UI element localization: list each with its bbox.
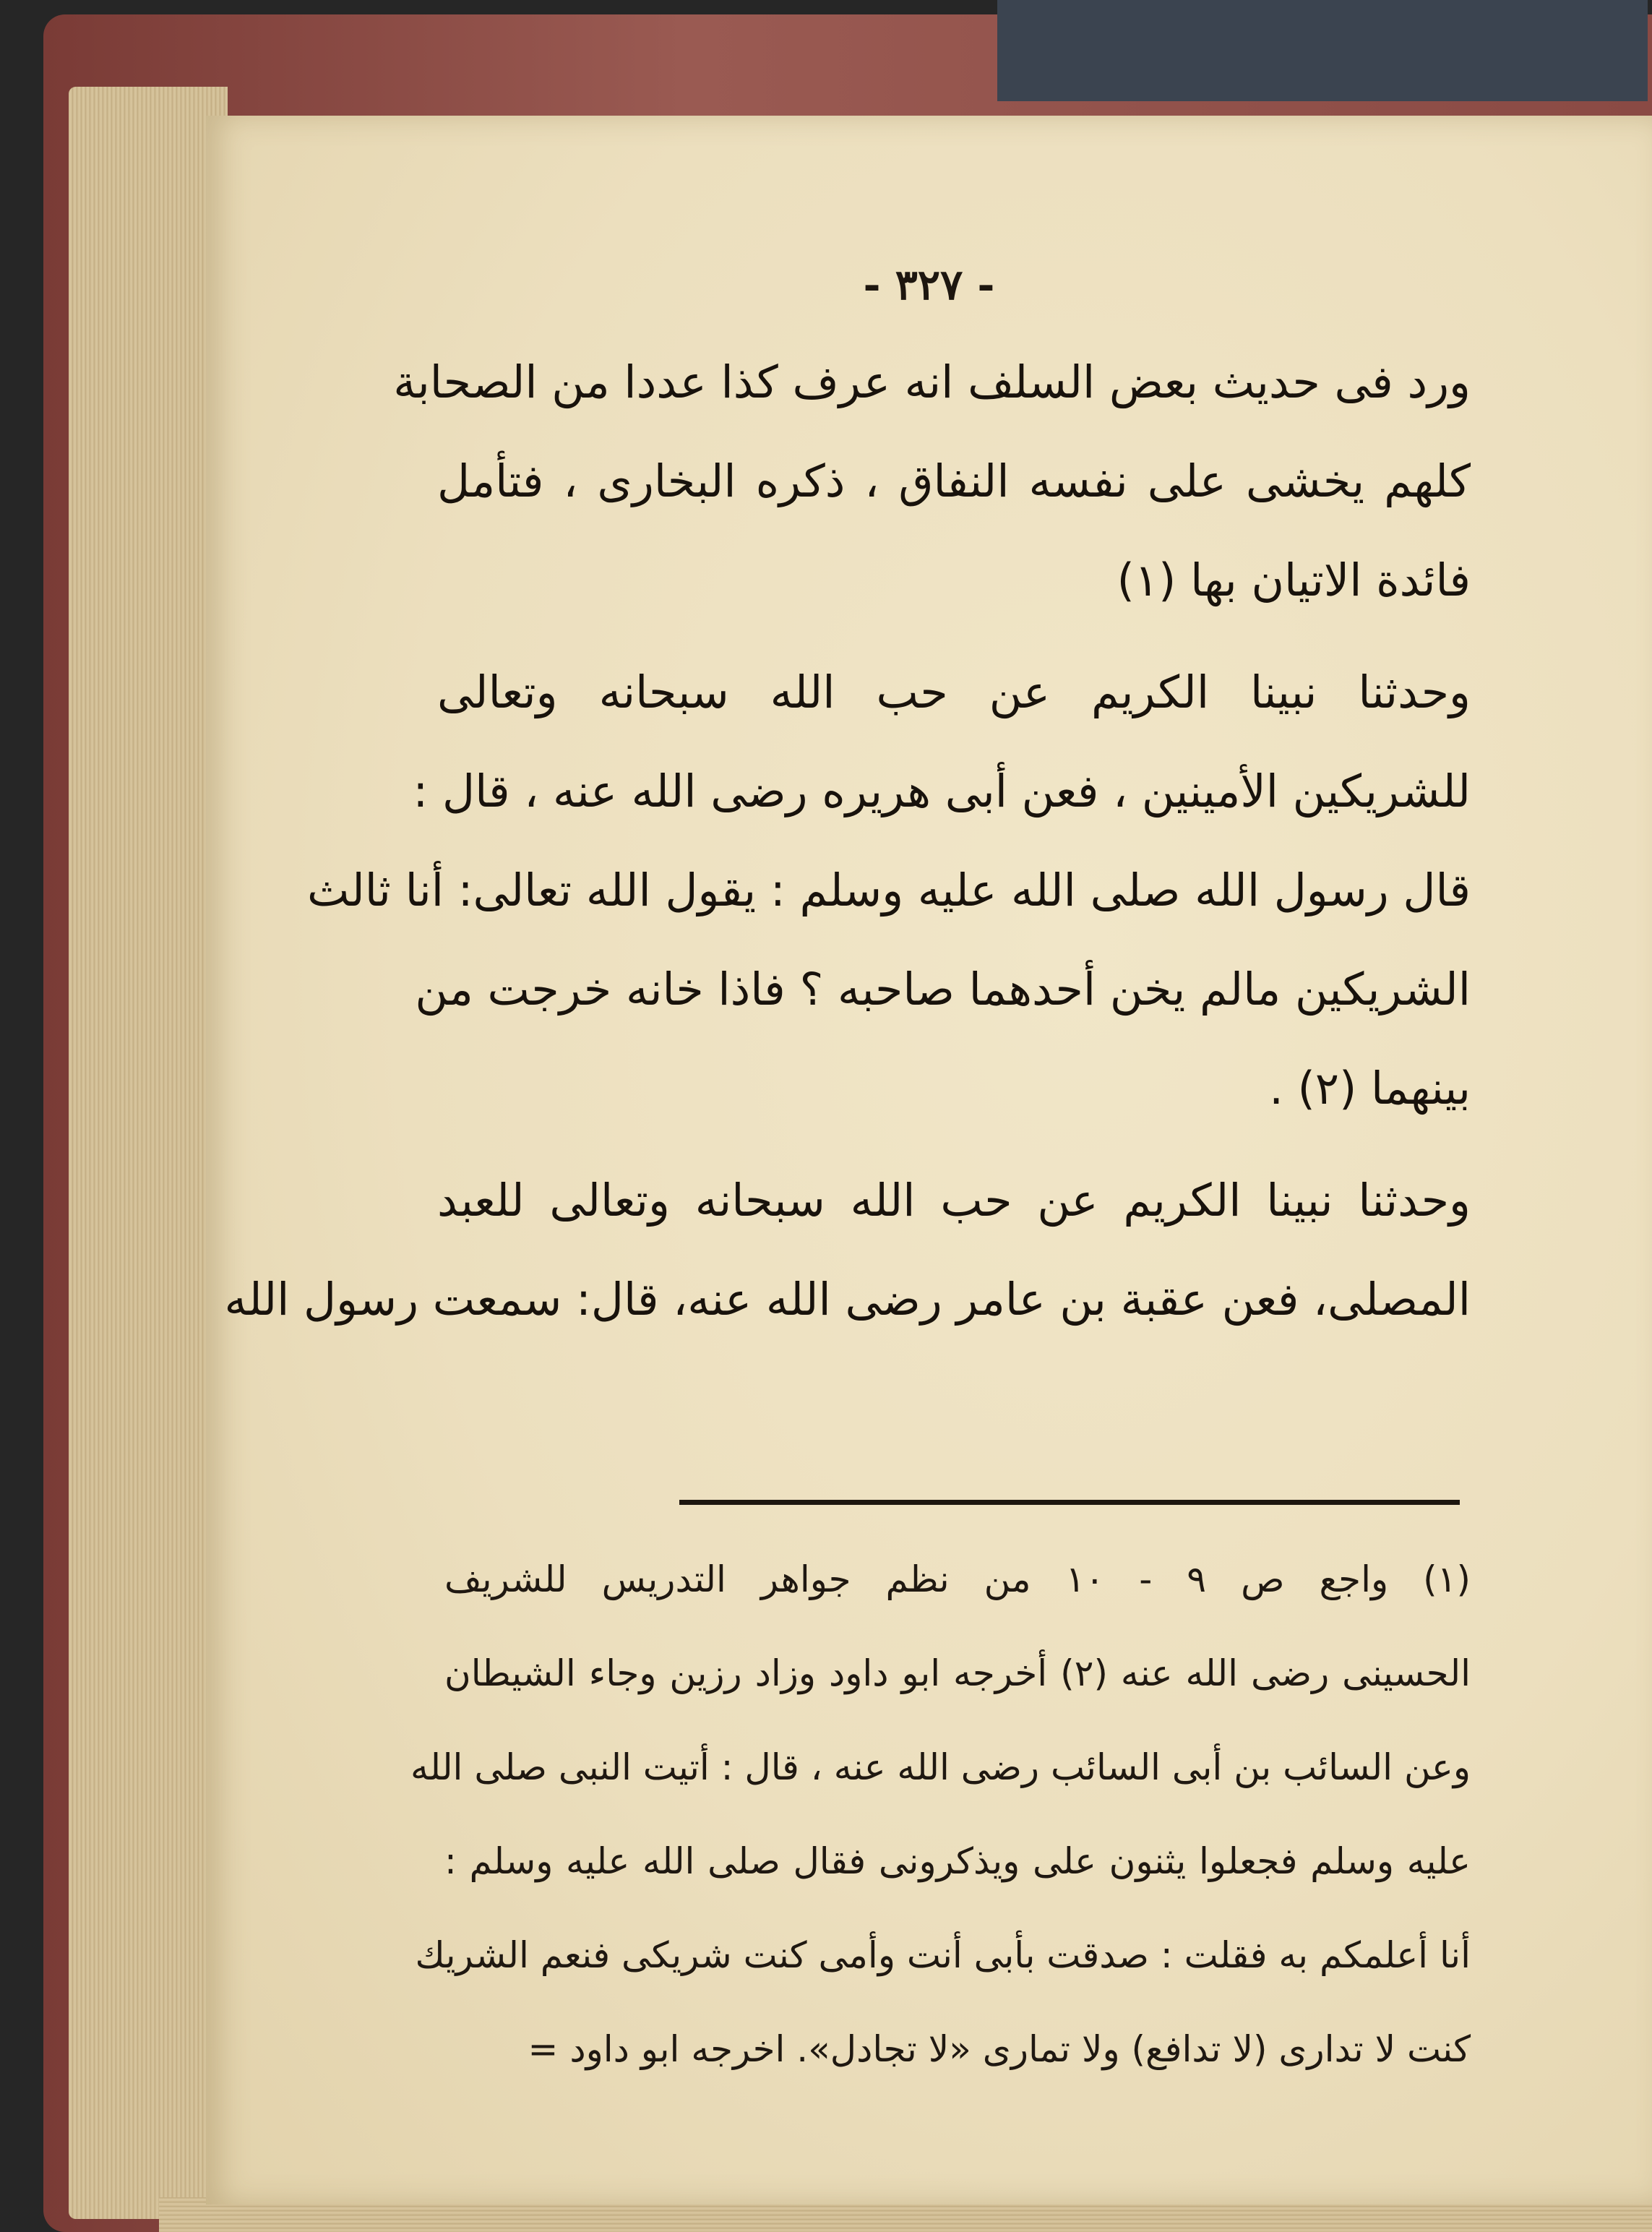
- footnotes: [410, 1532, 1471, 2096]
- text-line: كلهم يخشى على نفسه النفاق ، ذكره البخارى ، فتأمل: [437, 455, 1471, 507]
- text-line: وحدثنا نبينا الكريم عن حب الله سبحانه وتعالى للعبد: [437, 1174, 1471, 1227]
- paragraph-3: [224, 1151, 1471, 1349]
- text-line: فائدة الاتيان بها (١): [1117, 554, 1471, 606]
- footnote-separator: [679, 1500, 1460, 1505]
- page-edges-left: [69, 87, 228, 2219]
- footnote-line: أنا أعلمكم به فقلت : صدقت بأبى أنت وأمى كنت شريكى فنعم الشريك: [415, 1934, 1471, 1976]
- text-line: للشريكين الأمينين ، فعن أبى هريره رضى الله عنه ، قال :: [413, 765, 1471, 817]
- book-cover-dark-corner: [997, 0, 1648, 101]
- footnote-line: عليه وسلم فجعلوا يثنون على ويذكرونى فقال صلى الله عليه وسلم :: [444, 1840, 1471, 1882]
- text-line: قال رسول الله صلى الله عليه وسلم : يقول الله تعالى: أنا ثالث: [306, 864, 1471, 917]
- main-text: [224, 332, 1471, 1362]
- text-line: ورد فى حديث بعض السلف انه عرف كذا عددا من الصحابة: [393, 356, 1471, 408]
- footnote-line: وعن السائب بن أبى السائب رضى الله عنه ، قال : أتيت النبى صلى الله: [410, 1746, 1471, 1788]
- paragraph-2: [306, 643, 1471, 1138]
- footnote-line: الحسينى رضى الله عنه (٢) أخرجه ابو داود وزاد رزين وجاء الشيطان: [444, 1652, 1471, 1694]
- text-line: وحدثنا نبينا الكريم عن حب الله سبحانه وتعالى: [437, 666, 1471, 718]
- book-page: [206, 116, 1652, 2205]
- page-number: - ٣٢٧ -: [863, 260, 995, 309]
- footnote-line: كنت لا تدارى (لا تدافع) ولا تمارى «لا تجادل». اخرجه ابو داود =: [528, 2028, 1471, 2070]
- text-line: الشريكين مالم يخن أحدهما صاحبه ؟ فاذا خانه خرجت من: [415, 963, 1471, 1016]
- paragraph-1: [393, 332, 1471, 630]
- text-line: بينهما (٢) .: [1269, 1062, 1471, 1115]
- text-line: المصلى، فعن عقبة بن عامر رضى الله عنه، قال: سمعت رسول الله: [224, 1273, 1471, 1326]
- footnote-line: (١) واجع ص ٩ - ١٠ من نظم جواهر التدريس للشريف: [444, 1558, 1471, 1600]
